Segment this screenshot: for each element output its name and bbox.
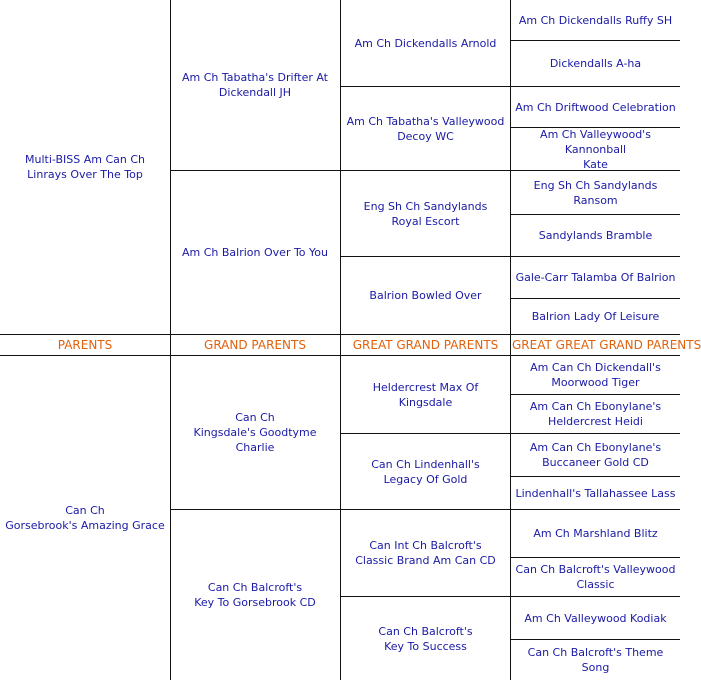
- gg-9-name: Am Can Ch Dickendall's Moorwood Tiger: [530, 361, 661, 389]
- header-parents: PARENTS: [57, 338, 113, 352]
- grid-line: [510, 298, 680, 299]
- gg-3-name: Am Ch Driftwood Celebration: [515, 100, 676, 114]
- grid-line: [340, 433, 680, 434]
- grid-line: [510, 476, 680, 477]
- gg-8-name: Balrion Lady Of Leisure: [531, 310, 660, 323]
- gg-2-name: Dickendalls A-ha: [549, 57, 642, 70]
- dam-sire-name: Can Ch Kingsdale's Goodtyme Charlie: [193, 411, 317, 454]
- gg-5-name: Eng Sh Ch Sandylands Ransom: [533, 178, 658, 207]
- grid-line: [0, 334, 680, 335]
- header-great-great-grand-parents: GREAT GREAT GRAND PARENTS: [512, 338, 701, 352]
- dam-name: Can Ch Gorsebrook's Amazing Grace: [5, 504, 165, 532]
- grid-line: [510, 394, 680, 395]
- grid-line: [340, 86, 680, 87]
- gg-1-name: Am Ch Dickendalls Ruffy SH: [518, 13, 673, 27]
- grid-line: [340, 256, 680, 257]
- grid-line: [510, 214, 680, 215]
- gg-10-name: Am Can Ch Ebonylane's Heldercrest Heidi: [529, 400, 662, 428]
- dam-dam-sire-name: Can Int Ch Balcroft's Classic Brand Am Can CD: [355, 539, 496, 567]
- gg-16-name: Can Ch Balcroft's Theme Song: [527, 646, 664, 674]
- gg-15-name: Am Ch Valleywood Kodiak: [524, 611, 667, 625]
- grid-line: [0, 355, 680, 356]
- sire-sire-dam-name: Am Ch Tabatha's Valleywood Decoy WC: [346, 114, 505, 143]
- sire-sire-name: Am Ch Tabatha's Drifter At Dickendall JH: [182, 71, 328, 99]
- grid-line: [510, 127, 680, 128]
- sire-dam-dam-name: Balrion Bowled Over: [369, 289, 482, 302]
- gg-11-name: Am Can Ch Ebonylane's Buccaneer Gold CD: [529, 441, 662, 469]
- header-great-grand-parents: GREAT GRAND PARENTS: [352, 338, 499, 352]
- grid-line: [170, 170, 680, 171]
- gg-12-name: Lindenhall's Tallahassee Lass: [515, 486, 676, 500]
- grid-line: [170, 509, 680, 510]
- grid-line: [510, 40, 680, 41]
- grid-line: [510, 639, 680, 640]
- sire-dam-name: Am Ch Balrion Over To You: [182, 246, 328, 259]
- dam-dam-dam-name: Can Ch Balcroft's Key To Success: [378, 624, 473, 653]
- grid-line: [510, 557, 680, 558]
- dam-sire-sire-name: Heldercrest Max Of Kingsdale: [372, 380, 479, 409]
- dam-sire-dam-name: Can Ch Lindenhall's Legacy Of Gold: [371, 457, 480, 486]
- gg-13-name: Am Ch Marshland Blitz: [533, 527, 658, 540]
- header-grand-parents: GRAND PARENTS: [204, 338, 306, 352]
- sire-name: Multi-BISS Am Can Ch Linrays Over The Top: [25, 153, 145, 181]
- gg-6-name: Sandylands Bramble: [538, 229, 653, 242]
- sire-sire-sire-name: Am Ch Dickendalls Arnold: [354, 36, 497, 50]
- grid-line: [510, 0, 511, 680]
- gg-7-name: Gale-Carr Talamba Of Balrion: [515, 271, 676, 284]
- grid-line: [340, 596, 680, 597]
- dam-dam-name: Can Ch Balcroft's Key To Gorsebrook CD: [194, 581, 316, 609]
- gg-4-name: Am Ch Valleywood's Kannonball Kate: [540, 127, 651, 171]
- gg-14-name: Can Ch Balcroft's Valleywood Classic: [515, 563, 676, 591]
- sire-dam-sire-name: Eng Sh Ch Sandylands Royal Escort: [363, 199, 488, 228]
- grid-line: [340, 0, 341, 680]
- grid-line: [170, 0, 171, 680]
